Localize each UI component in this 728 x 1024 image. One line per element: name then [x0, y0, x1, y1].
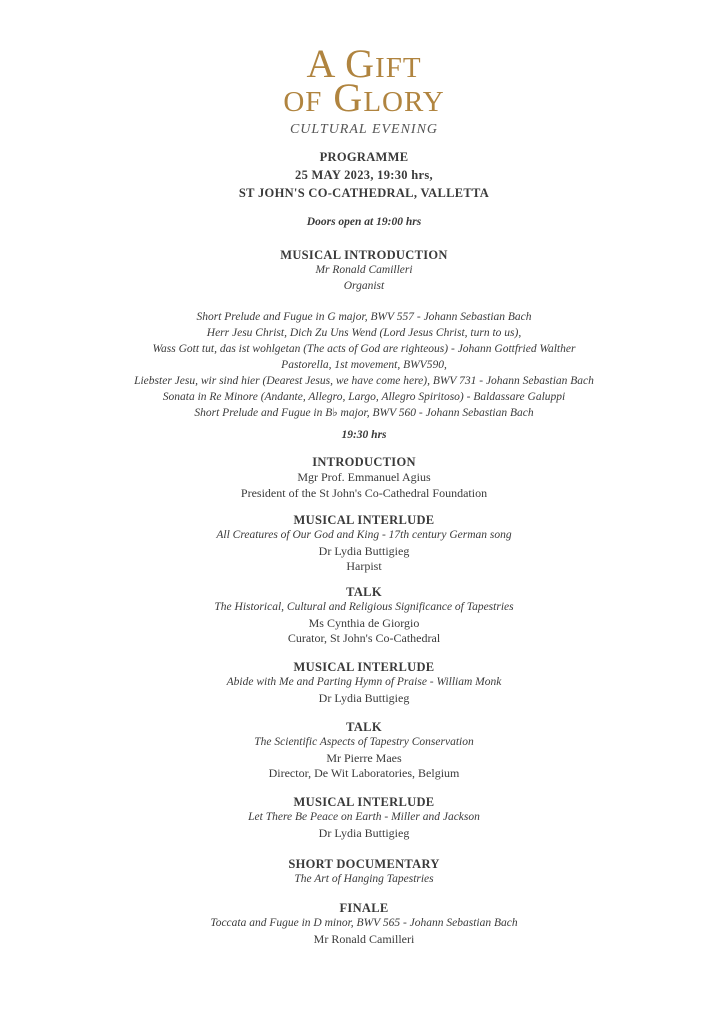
start-time: 19:30 hrs — [341, 429, 387, 441]
piece-item: Liebster Jesu, wir sind hier (Dearest Jesus, we have come here), BWV 731 - Johann Sebastian Bach — [134, 375, 594, 387]
section-line: Let There Be Peace on Earth - Miller and Jackson — [248, 811, 480, 823]
section-line: Mr Pierre Maes — [326, 750, 402, 765]
section-line: The Scientific Aspects of Tapestry Conservation — [254, 736, 474, 748]
section-heading: MUSICAL INTERLUDE — [293, 660, 435, 674]
section-musical-interlude-1 — [0, 513, 728, 575]
performer-role: Organist — [343, 279, 385, 292]
piece-item: Short Prelude and Fugue in G major, BWV 557 - Johann Sebastian Bach — [196, 311, 532, 323]
doors-notice: Doors open at 19:00 hrs — [306, 216, 422, 228]
logo-line-2 — [0, 75, 728, 120]
section-talk-1 — [0, 585, 728, 647]
logo-tagline: CULTURAL EVENING — [289, 122, 439, 137]
section-short-documentary — [0, 857, 728, 888]
section-line: Mr Ronald Camilleri — [313, 931, 415, 946]
logo-word-gift-rest: IFT — [375, 52, 422, 84]
section-line: Ms Cynthia de Giorgio — [308, 615, 420, 630]
section-line: All Creatures of Our God and King - 17th century German song — [216, 529, 512, 541]
programme-header — [0, 148, 728, 202]
organ-piece-list — [0, 309, 728, 421]
logo-word-glory-initial: G — [333, 75, 364, 120]
event-date: 25 MAY 2023, 19:30 hrs, — [295, 168, 433, 182]
section-talk-2 — [0, 720, 728, 782]
section-heading: TALK — [346, 585, 382, 599]
performer-name: Mr Ronald Camilleri — [315, 264, 413, 276]
section-line: The Art of Hanging Tapestries — [294, 873, 434, 885]
section-line: Dr Lydia Buttigieg — [318, 825, 410, 840]
section-line: Dr Lydia Buttigieg — [318, 690, 410, 705]
section-line: Toccata and Fugue in D minor, BWV 565 - Johann Sebastian Bach — [210, 917, 518, 929]
section-line: Director, De Wit Laboratories, Belgium — [268, 766, 460, 780]
section-line: President of the St John's Co-Cathedral Foundation — [240, 485, 488, 500]
piece-item: Herr Jesu Christ, Dich Zu Uns Wend (Lord Jesus Christ, turn to us), — [206, 327, 522, 339]
section-heading: TALK — [346, 720, 382, 734]
musical-introduction — [0, 248, 728, 294]
section-heading: INTRODUCTION — [312, 455, 416, 469]
section-heading: MUSICAL INTRODUCTION — [280, 248, 448, 262]
event-logo — [0, 41, 728, 138]
section-finale — [0, 901, 728, 947]
piece-item: Sonata in Re Minore (Andante, Allegro, Largo, Allegro Spiritoso) - Baldassare Galuppi — [162, 391, 566, 403]
section-line: Abide with Me and Parting Hymn of Praise - William Monk — [226, 676, 502, 688]
event-venue: ST JOHN'S CO-CATHEDRAL, VALLETTA — [238, 186, 490, 200]
piece-item: Wass Gott tut, das ist wohlgetan (The acts of God are righteous) - Johann Gottfried Walther — [152, 343, 576, 355]
section-heading: MUSICAL INTERLUDE — [293, 795, 435, 809]
section-heading: MUSICAL INTERLUDE — [293, 513, 435, 527]
logo-word-glory-rest: LORY — [363, 86, 445, 118]
section-musical-interlude-3 — [0, 795, 728, 841]
section-heading: SHORT DOCUMENTARY — [288, 857, 440, 871]
piece-item: Pastorella, 1st movement, BWV590, — [281, 359, 447, 371]
section-musical-interlude-2 — [0, 660, 728, 706]
section-line: Curator, St John's Co-Cathedral — [287, 631, 441, 645]
section-line: Mgr Prof. Emmanuel Agius — [297, 470, 431, 484]
logo-word-gift-initial: G — [345, 41, 376, 86]
section-line: The Historical, Cultural and Religious Significance of Tapestries — [214, 601, 514, 613]
programme-title: PROGRAMME — [319, 150, 409, 164]
section-introduction — [0, 455, 728, 501]
piece-item: Short Prelude and Fugue in B♭ major, BWV 560 - Johann Sebastian Bach — [194, 407, 534, 419]
section-heading: FINALE — [339, 901, 389, 915]
logo-word-a: A — [306, 41, 335, 86]
section-line: Harpist — [346, 559, 382, 573]
section-line: Dr Lydia Buttigieg — [318, 543, 410, 558]
logo-word-of: OF — [283, 86, 323, 118]
